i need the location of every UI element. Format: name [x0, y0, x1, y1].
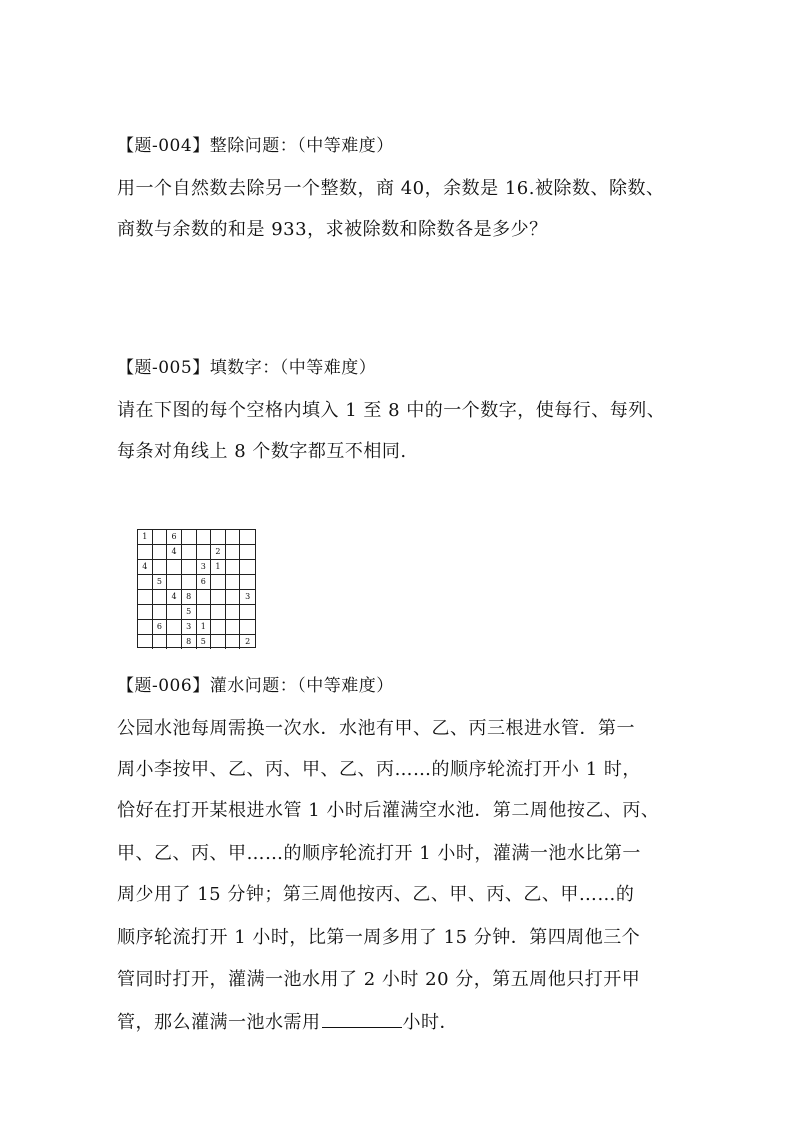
- grid-cell[interactable]: [182, 530, 197, 545]
- grid-cell: 5: [182, 605, 197, 620]
- grid-cell[interactable]: [138, 635, 153, 649]
- grid-cell: 4: [167, 590, 182, 605]
- grid-cell[interactable]: [226, 605, 241, 620]
- grid-cell[interactable]: [211, 530, 226, 545]
- grid-cell[interactable]: [182, 575, 197, 590]
- grid-cell[interactable]: [182, 545, 197, 560]
- grid-cell[interactable]: [211, 590, 226, 605]
- grid-cell: 8: [182, 635, 197, 649]
- grid-cell: 1: [211, 560, 226, 575]
- problem-006-line-4: 甲、乙、丙、甲……的顺序轮流打开 1 小时，灌满一池水比第一: [117, 843, 641, 864]
- grid-cell[interactable]: [226, 575, 241, 590]
- problem-006-title: 【题-006】灌水问题：（中等难度）: [117, 676, 394, 696]
- grid-cell[interactable]: [226, 635, 241, 649]
- problem-006-line-2: 周小李按甲、乙、丙、甲、乙、丙……的顺序轮流打开小 1 时，: [117, 759, 641, 780]
- grid-cell: 6: [153, 620, 168, 635]
- grid-cell: 3: [182, 620, 197, 635]
- grid-cell[interactable]: [153, 605, 168, 620]
- problem-006-line-6: 顺序轮流打开 1 小时，比第一周多用了 15 分钟．第四周他三个: [117, 927, 641, 948]
- grid-cell[interactable]: [167, 560, 182, 575]
- grid-cell[interactable]: [240, 545, 255, 560]
- problem-006-line-8-before: 管，那么灌满一池水需用: [117, 1012, 321, 1033]
- grid-cell[interactable]: [211, 620, 226, 635]
- problem-005-title: 【题-005】填数字：（中等难度）: [117, 358, 377, 378]
- grid-cell[interactable]: [167, 635, 182, 649]
- grid-cell[interactable]: [153, 560, 168, 575]
- grid-cell[interactable]: [138, 545, 153, 560]
- grid-cell[interactable]: [240, 575, 255, 590]
- grid-cell[interactable]: [240, 560, 255, 575]
- grid-cell: 4: [167, 545, 182, 560]
- grid-cell[interactable]: [153, 635, 168, 649]
- grid-cell[interactable]: [138, 590, 153, 605]
- problem-006-line-8-after: 小时．: [402, 1012, 458, 1033]
- problem-006-line-1: 公园水池每周需换一次水．水池有甲、乙、丙三根进水管．第一: [117, 718, 635, 739]
- grid-cell[interactable]: [240, 530, 255, 545]
- grid-cell[interactable]: [153, 530, 168, 545]
- grid-cell: 8: [182, 590, 197, 605]
- problem-005-line-2: 每条对角线上 8 个数字都互不相同.: [117, 441, 407, 462]
- grid-cell[interactable]: [197, 545, 212, 560]
- problem-006-line-7: 管同时打开，灌满一池水用了 2 小时 20 分，第五周他只打开甲: [117, 969, 641, 990]
- grid-cell: 6: [167, 530, 182, 545]
- grid-cell[interactable]: [226, 545, 241, 560]
- problem-004-title: 【题-004】整除问题：（中等难度）: [117, 136, 394, 156]
- grid-cell[interactable]: [138, 620, 153, 635]
- grid-cell[interactable]: [211, 635, 226, 649]
- problem-005-line-1: 请在下图的每个空格内填入 1 至 8 中的一个数字，使每行、每列、: [117, 400, 666, 421]
- grid-cell[interactable]: [182, 560, 197, 575]
- grid-cell: 1: [197, 620, 212, 635]
- grid-cell[interactable]: [153, 545, 168, 560]
- grid-cell: 6: [197, 575, 212, 590]
- problem-006-line-8: [117, 1011, 458, 1034]
- grid-cell[interactable]: [226, 620, 241, 635]
- problem-006-line-3: 恰好在打开某根进水管 1 小时后灌满空水池．第二周他按乙、丙、: [117, 800, 660, 821]
- answer-blank[interactable]: [322, 1011, 402, 1028]
- grid-cell: 4: [138, 560, 153, 575]
- grid-cell: 3: [197, 560, 212, 575]
- grid-cell[interactable]: [197, 605, 212, 620]
- grid-cell: 5: [153, 575, 168, 590]
- grid-cell[interactable]: [211, 575, 226, 590]
- problem-006-line-5: 周少用了 15 分钟；第三周他按丙、乙、甲、丙、乙、甲……的: [117, 884, 635, 905]
- grid-cell[interactable]: [153, 590, 168, 605]
- grid-cell[interactable]: [240, 605, 255, 620]
- grid-cell[interactable]: [240, 620, 255, 635]
- grid-cell[interactable]: [226, 560, 241, 575]
- number-grid: [137, 529, 256, 648]
- problem-004-line-2: 商数与余数的和是 933，求被除数和除数各是多少？: [117, 219, 548, 240]
- grid-cell[interactable]: [138, 605, 153, 620]
- grid-cell[interactable]: [138, 575, 153, 590]
- grid-cell[interactable]: [211, 605, 226, 620]
- grid-cell[interactable]: [167, 605, 182, 620]
- grid-cell: 2: [211, 545, 226, 560]
- problem-004-line-1: 用一个自然数去除另一个整数，商 40，余数是 16.被除数、除数、: [117, 178, 665, 199]
- grid-cell[interactable]: [167, 575, 182, 590]
- grid-cell[interactable]: [226, 530, 241, 545]
- grid-cell[interactable]: [167, 620, 182, 635]
- grid-cell: 2: [245, 637, 251, 646]
- grid-cell: 1: [138, 530, 153, 545]
- grid-cell: 5: [197, 635, 212, 649]
- grid-cell[interactable]: [226, 590, 241, 605]
- grid-cell[interactable]: [197, 530, 212, 545]
- grid-cell: 3: [240, 590, 255, 605]
- grid-cell[interactable]: [197, 590, 212, 605]
